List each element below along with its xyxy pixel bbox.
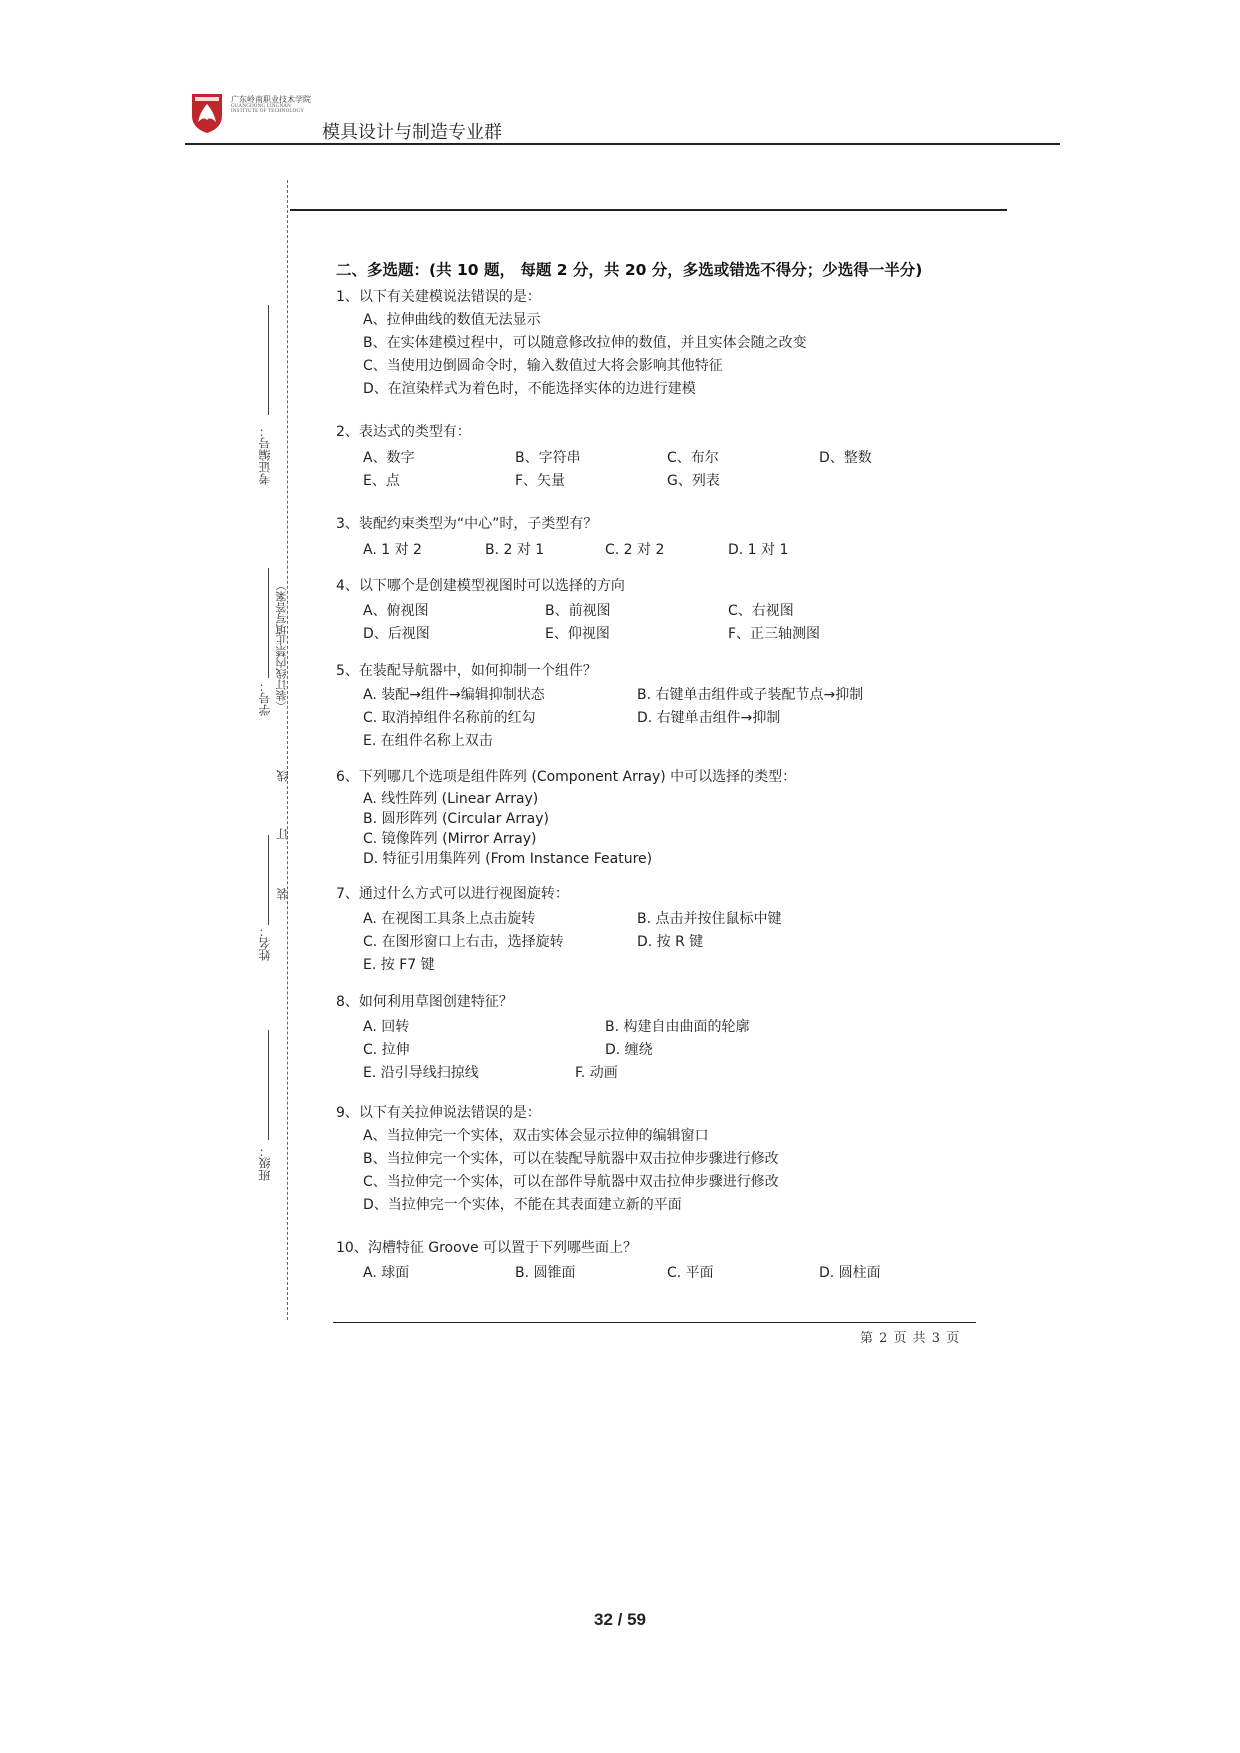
option-e: E. 沿引导线扫掠线: [363, 1065, 479, 1081]
option-d: D. 按 R 键: [637, 934, 704, 950]
question-stem: 3、装配约束类型为“中心”时，子类型有？: [336, 516, 598, 532]
question-stem: 2、表达式的类型有：: [336, 424, 471, 440]
question-5: [336, 660, 597, 683]
option-d: D、当拉伸完一个实体，不能在其表面建立新的平面: [363, 1197, 682, 1213]
option-e: E. 按 F7 键: [363, 957, 435, 973]
binding-word-xian: 线: [276, 770, 290, 782]
option-d: D、整数: [819, 450, 872, 466]
option-b: B. 2 对 1: [485, 542, 545, 558]
option-d: D. 1 对 1: [728, 542, 789, 558]
option-e: E、仰视图: [545, 626, 610, 642]
question-4: [336, 575, 625, 598]
school-logo: [190, 92, 224, 134]
option-a: A、数字: [363, 450, 415, 466]
class-fill-line: [268, 1030, 269, 1140]
exam-id-fill-line: [268, 305, 269, 415]
option-b: B、在实体建模过程中，可以随意修改拉伸的数值，并且实体会随之改变: [363, 335, 807, 351]
name-fill-line: [268, 835, 269, 925]
option-c: C、布尔: [667, 450, 719, 466]
question-stem: 1、以下有关建模说法错误的是：: [336, 289, 541, 305]
department-title: 模具设计与制造专业群: [322, 122, 502, 143]
option-a: A、俯视图: [363, 603, 429, 619]
question-6: [336, 767, 796, 869]
option-a: A. 在视图工具条上点击旋转: [363, 911, 536, 927]
option-b: B. 点击并按住鼠标中键: [637, 911, 782, 927]
option-a: A. 装配→组件→编辑抑制状态: [363, 687, 545, 703]
option-b: B、字符串: [515, 450, 581, 466]
question-3: [336, 513, 597, 536]
question-stem: 7、通过什么方式可以进行视图旋转：: [336, 886, 569, 902]
option-b: B. 圆形阵列 (Circular Array): [363, 811, 549, 827]
option-a: A. 球面: [363, 1265, 410, 1281]
option-c: C. 2 对 2: [605, 542, 665, 558]
school-name-cn: 广东岭南职业技术学院: [231, 95, 311, 104]
option-c: C、当拉伸完一个实体，可以在部件导航器中双击拉伸步骤进行修改: [363, 1174, 779, 1190]
class-label: 班级：: [258, 1145, 272, 1181]
school-name: [231, 96, 311, 114]
school-name-en-1: GUANGDONG LINGNAN: [231, 104, 291, 109]
option-g: G、列表: [667, 473, 720, 489]
binding-note: （装订线内禁止填写答案）: [275, 580, 288, 712]
binding-line: [287, 180, 288, 1320]
option-c: C. 平面: [667, 1265, 714, 1281]
name-label: 姓名：: [258, 925, 272, 961]
exam-id-label: 考证编号：: [258, 425, 272, 485]
question-stem: 10、沟槽特征 Groove 可以置于下列哪些面上？: [336, 1240, 638, 1256]
option-c: C. 在图形窗口上右击，选择旋转: [363, 934, 564, 950]
option-c: C. 镜像阵列 (Mirror Array): [363, 831, 537, 847]
question-1: [336, 286, 807, 401]
header-divider: [185, 143, 1060, 145]
school-name-en-2: INSTITUTE OF TECHNOLOGY: [231, 109, 305, 114]
option-a: A. 1 对 2: [363, 542, 422, 558]
option-a: A. 回转: [363, 1019, 410, 1035]
student-no-label: 学号：: [258, 680, 272, 716]
question-10: [336, 1237, 637, 1260]
option-e: E、点: [363, 473, 400, 489]
option-d: D. 特征引用集阵列 (From Instance Feature): [363, 851, 653, 867]
option-b: B. 圆锥面: [515, 1265, 576, 1281]
binding-word-ding: 订: [276, 828, 290, 840]
student-no-fill-line: [268, 568, 269, 678]
pdf-page-number: 32 / 59: [594, 1610, 646, 1629]
option-d: D. 右键单击组件→抑制: [637, 710, 781, 726]
option-b: B、当拉伸完一个实体，可以在装配导航器中双击拉伸步骤进行修改: [363, 1151, 779, 1167]
question-stem: 9、以下有关拉伸说法错误的是：: [336, 1105, 541, 1121]
question-stem: 4、以下哪个是创建模型视图时可以选择的方向: [336, 578, 625, 594]
option-b: B、前视图: [545, 603, 611, 619]
question-stem: 8、如何利用草图创建特征？: [336, 994, 513, 1010]
option-f: F、矢量: [515, 473, 566, 489]
option-b: B. 构建自由曲面的轮廓: [605, 1019, 750, 1035]
question-7: [336, 883, 569, 906]
question-8: [336, 991, 513, 1014]
option-d: D、后视图: [363, 626, 430, 642]
option-a: A、当拉伸完一个实体，双击实体会显示拉伸的编辑窗口: [363, 1128, 709, 1144]
question-stem: 5、在装配导航器中，如何抑制一个组件？: [336, 663, 597, 679]
option-b: B. 右键单击组件或子装配节点→抑制: [637, 687, 864, 703]
option-f: F、正三轴测图: [728, 626, 821, 642]
option-a: A、拉伸曲线的数值无法显示: [363, 312, 541, 328]
question-stem: 6、下列哪几个选项是组件阵列 (Component Array) 中可以选择的类型：: [336, 769, 797, 785]
question-9: [336, 1102, 779, 1217]
binding-word-zhuang: 装: [276, 888, 290, 900]
option-d: D. 圆柱面: [819, 1265, 881, 1281]
option-c: C、右视图: [728, 603, 794, 619]
option-a: A. 线性阵列 (Linear Array): [363, 791, 539, 807]
top-rule: [290, 209, 1007, 211]
option-e: E. 在组件名称上双击: [363, 733, 493, 749]
option-f: F. 动画: [575, 1065, 618, 1081]
option-c: C. 拉伸: [363, 1042, 410, 1058]
option-d: D、在渲染样式为着色时，不能选择实体的边进行建模: [363, 381, 696, 397]
question-2: [336, 421, 471, 444]
option-c: C、当使用边倒圆命令时，输入数值过大将会影响其他特征: [363, 358, 723, 374]
page-info: 第 2 页 共 3 页: [860, 1331, 961, 1346]
section-title: 二、多选题：(共 10 题， 每题 2 分，共 20 分，多选或错选不得分；少选得一半分): [336, 261, 923, 279]
bottom-rule: [333, 1322, 976, 1323]
option-c: C. 取消掉组件名称前的红勾: [363, 710, 536, 726]
option-d: D. 缠绕: [605, 1042, 653, 1058]
